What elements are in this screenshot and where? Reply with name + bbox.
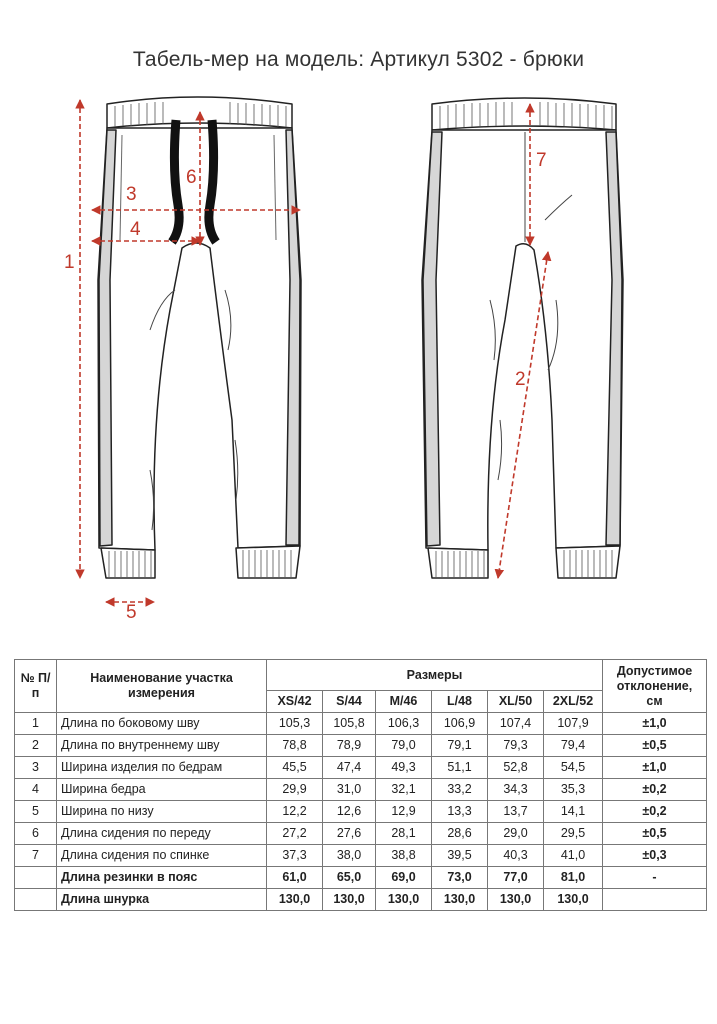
table-row: [15, 867, 707, 889]
measurement-value: 107,9: [544, 713, 603, 735]
measurement-value: 39,5: [432, 845, 488, 867]
measurement-name: Длина шнурка: [57, 889, 267, 911]
table-row: [15, 735, 707, 757]
page-title: Табель-мер на модель: Артикул 5302 - брюки: [132, 48, 585, 71]
measurement-value: 61,0: [267, 867, 323, 889]
measurement-value: 51,1: [432, 757, 488, 779]
measurement-value: 78,9: [323, 735, 376, 757]
label-2: 2: [515, 369, 526, 390]
tolerance-header: Допустимое отклонение, см: [603, 660, 707, 713]
measurement-value: 79,3: [488, 735, 544, 757]
measurement-value: 33,2: [432, 779, 488, 801]
tolerance-value: ±0,5: [603, 823, 707, 845]
measurement-value: 130,0: [488, 889, 544, 911]
sizes-header: Размеры: [267, 660, 603, 691]
measurement-value: 79,4: [544, 735, 603, 757]
measurement-value: 130,0: [432, 889, 488, 911]
measurement-value: 28,1: [376, 823, 432, 845]
size-label: XS/42: [267, 691, 323, 713]
measurement-value: 27,6: [323, 823, 376, 845]
col-name-header: Наименование участка измерения: [57, 660, 267, 713]
table-body: [15, 713, 707, 911]
measurement-value: 38,0: [323, 845, 376, 867]
table-row: [15, 757, 707, 779]
tolerance-value: ±0,2: [603, 801, 707, 823]
row-number: 4: [15, 779, 57, 801]
table-row: [15, 713, 707, 735]
measurement-value: 27,2: [267, 823, 323, 845]
label-4: 4: [130, 219, 141, 240]
measurement-value: 12,6: [323, 801, 376, 823]
row-number: 5: [15, 801, 57, 823]
measurement-name: Ширина изделия по бедрам: [57, 757, 267, 779]
measurement-value: 12,9: [376, 801, 432, 823]
measurement-name: Длина сидения по спинке: [57, 845, 267, 867]
label-7: 7: [536, 150, 547, 171]
table-row: [15, 845, 707, 867]
measurement-value: 34,3: [488, 779, 544, 801]
measurement-value: 65,0: [323, 867, 376, 889]
col-num-header: № П/п: [15, 660, 57, 713]
measurement-name: Ширина бедра: [57, 779, 267, 801]
measurement-value: 37,3: [267, 845, 323, 867]
measurement-value: 35,3: [544, 779, 603, 801]
row-number: 2: [15, 735, 57, 757]
measurement-value: 106,9: [432, 713, 488, 735]
measurement-value: 29,0: [488, 823, 544, 845]
row-number: [15, 867, 57, 889]
table-row: [15, 779, 707, 801]
tolerance-value: ±0,2: [603, 779, 707, 801]
measurement-value: 79,1: [432, 735, 488, 757]
row-number: 1: [15, 713, 57, 735]
tolerance-value: -: [603, 867, 707, 889]
measurement-value: 105,8: [323, 713, 376, 735]
measurement-value: 12,2: [267, 801, 323, 823]
tolerance-value: ±0,5: [603, 735, 707, 757]
measurement-value: 41,0: [544, 845, 603, 867]
measurement-name: Длина резинки в пояс: [57, 867, 267, 889]
tolerance-value: ±1,0: [603, 713, 707, 735]
measurement-value: 81,0: [544, 867, 603, 889]
measurement-name: Ширина по низу: [57, 801, 267, 823]
row-number: 3: [15, 757, 57, 779]
measurement-value: 130,0: [323, 889, 376, 911]
measurement-value: 32,1: [376, 779, 432, 801]
measurement-value: 29,5: [544, 823, 603, 845]
measurement-value: 13,7: [488, 801, 544, 823]
measurement-value: 38,8: [376, 845, 432, 867]
measurement-value: 49,3: [376, 757, 432, 779]
measurement-table: [14, 659, 707, 911]
table-row: [15, 823, 707, 845]
measurement-value: 79,0: [376, 735, 432, 757]
measurement-value: 73,0: [432, 867, 488, 889]
measurement-value: 78,8: [267, 735, 323, 757]
measurement-value: 13,3: [432, 801, 488, 823]
size-label: XL/50: [488, 691, 544, 713]
measurement-name: Длина сидения по переду: [57, 823, 267, 845]
measurement-value: 52,8: [488, 757, 544, 779]
measurement-value: 45,5: [267, 757, 323, 779]
measurement-value: 40,3: [488, 845, 544, 867]
measurement-name: Длина по внутреннему шву: [57, 735, 267, 757]
tolerance-value: [603, 889, 707, 911]
size-label: S/44: [323, 691, 376, 713]
row-number: [15, 889, 57, 911]
measurement-value: 14,1: [544, 801, 603, 823]
measurement-value: 77,0: [488, 867, 544, 889]
measurement-name: Длина по боковому шву: [57, 713, 267, 735]
back-view: [422, 98, 623, 578]
size-label: M/46: [376, 691, 432, 713]
table-row: [15, 801, 707, 823]
measurement-value: 69,0: [376, 867, 432, 889]
tolerance-value: ±0,3: [603, 845, 707, 867]
measurement-value: 107,4: [488, 713, 544, 735]
measurement-value: 105,3: [267, 713, 323, 735]
row-number: 6: [15, 823, 57, 845]
measurement-value: 31,0: [323, 779, 376, 801]
label-5: 5: [126, 602, 137, 623]
size-label: 2XL/52: [544, 691, 603, 713]
measurement-value: 130,0: [267, 889, 323, 911]
measurement-value: 130,0: [544, 889, 603, 911]
tolerance-value: ±1,0: [603, 757, 707, 779]
measurement-value: 28,6: [432, 823, 488, 845]
measurement-value: 106,3: [376, 713, 432, 735]
size-label: L/48: [432, 691, 488, 713]
label-6: 6: [186, 167, 197, 188]
measurement-value: 47,4: [323, 757, 376, 779]
row-number: 7: [15, 845, 57, 867]
label-1: 1: [64, 252, 75, 273]
measurement-value: 130,0: [376, 889, 432, 911]
measurement-value: 29,9: [267, 779, 323, 801]
label-3: 3: [126, 184, 137, 205]
measurement-value: 54,5: [544, 757, 603, 779]
table-row: [15, 889, 707, 911]
